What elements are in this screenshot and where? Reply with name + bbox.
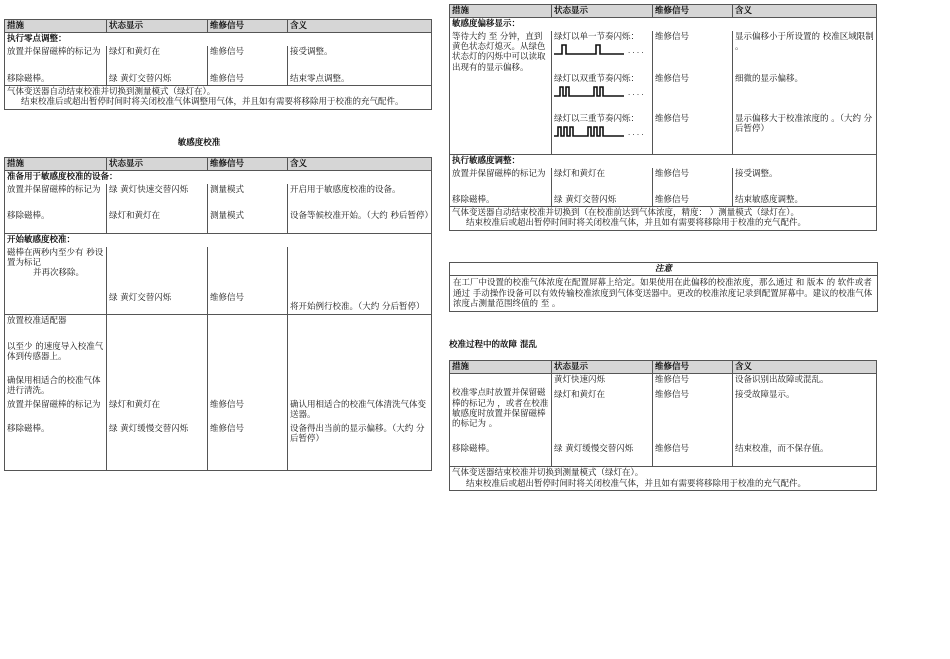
section-title: 执行零点调整： [5,33,432,46]
table-row: 移除磁棒。 绿 黄灯缓慢交替闪烁 维修信号 结束校准，而不保存值。 [450,443,877,467]
triple-flash-pattern-icon [554,125,650,137]
calibration-fault-table [449,360,877,491]
pattern-dots: . . . . [628,47,644,56]
table-header: 措施 状态显示 维修信号 含义 [5,158,432,171]
header-meaning: 含义 [288,20,432,33]
table-row: 放置并保留磁棒的标记为 绿 黄灯快速交替闪烁 测量模式 开启用于敏感度校准的设备。 [5,184,432,210]
table-row: 校准零点时放置并保留磁棒的标记为 ，或者在校准敏感度时放置并保留磁棒的标记为 。 黄灯快速闪烁 维修信号 设备识别出故障或混乱。 [450,374,877,389]
section-heading-sensitivity: 敏感度校准 [177,138,221,148]
notice-body: 在工厂中设置的校准气体浓度在配置屏幕上给定。如果使用在此偏移的校准浓度，那么通过 和 版本 的 软件或者通过 手动操作设备可以有效传输校准浓度到气体变送器中。更改的校准浓度记录到配置屏幕中。建议的校准气体浓度占测量范围终值的 至 。 [453,278,873,310]
header-signal: 维修信号 [208,20,288,33]
table-header: 措施 状态显示 维修信号 含义 [450,361,877,374]
pattern-dots: . . . . [628,129,644,138]
table-row: 绿灯以双重节奏闪烁： . . . . 维修信号 细微的显示偏移。 [450,73,877,113]
header-action: 措施 [5,20,107,33]
table-note: 气体变送器自动结束校准并切换到（在校准前达到气体浓度，精度： ）测量模式（绿灯在）。 结束校准后或超出暂停时间时将关闭校准气体，并且如有需要将移除用于校准的充气配件。 [450,206,877,230]
flash-triple: 绿灯以三重节奏闪烁： . . . . [552,113,653,155]
table-row: 绿灯以三重节奏闪烁： . . . . 维修信号 显示偏移大于校准浓度的 。（大约 分后暂停） [450,113,877,155]
sensitivity-calibration-table: 措施 状态显示 维修信号 含义 准备用于敏感度校准的设备： 放置并保留磁棒的标记为 绿 黄灯快速交替闪烁 测量模式 开启用于敏感度校准的设备。 移除磁棒。 绿灯和黄灯在 测量模式 设备等候校准开始。（大约 秒后暂停） 开始敏感度校准： 磁棒在两秒内至少有 秒设置为标记 并再次移除。 绿 黄灯交替闪烁 维修信号 将开始例行校准。（大约 分后暂停） 放置校准适配器 以至少 的速度导入校准气体到传感器上。 确保用相适合的校准气体进行清洗。 放置并保留磁棒的标记为 绿灯和黄灯在 维修信号 确认用相适合的校准气体清洗气体变送器。 移除磁棒。 绿 黄灯缓慢交替闪烁 维修信号 设备得出当前的显示偏移。（大约 分后暂停） [4,157,432,471]
table-row: 放置并保留磁棒的标记为 绿灯和黄灯在 维修信号 确认用相适合的校准气体清洗气体变送器。 [5,399,432,423]
sensitivity-offset-table: 措施 状态显示 维修信号 含义 敏感度偏移显示： 等待大约 至 分钟，直到黄色状态灯熄灭。从绿色状态灯的闪烁中可以读取出现有的显示偏移。 绿灯以单一节奏闪烁： . . . . 维修信号 显示偏移小于所设置的 校准区域限制 。 绿灯以双重节奏闪烁： . . . . 维修信号 细微的显示偏移。 绿灯以三重节奏闪烁： . . . . 维修信号 显示偏移大于校准浓度的 。（大约 分后暂停） 执行敏感度调整： 放置并保留磁棒的标记为 绿灯和黄灯在 维修信号 接受调整。 移除磁棒。 绿 黄灯交替闪烁 维修信号 结束敏感度调整。 气体变送器自动结束校准并切换到（在校准前达到气体浓度，精度： ）测量模式（绿灯在）。 结束校准后或超出暂停时间时将关闭校准气体，并且如有需要将移除用于校准的充气配件。 [449,4,877,231]
table-row: 移除磁棒。 绿 黄灯交替闪烁 维修信号 结束敏感度调整。 [450,194,877,207]
table-row: 移除磁棒。 绿灯和黄灯在 测量模式 设备等候校准开始。（大约 秒后暂停） [5,210,432,234]
zero-adjust-table [4,19,432,110]
table-row: 等待大约 至 分钟，直到黄色状态灯熄灭。从绿色状态灯的闪烁中可以读取出现有的显示偏移。 绿灯以单一节奏闪烁： . . . . 维修信号 显示偏移小于所设置的 校准区域限制 。 [450,31,877,73]
table-row: 放置并保留磁棒的标记为 绿灯和黄灯在 维修信号 接受调整。 [5,46,432,73]
table-note: 气体变送器结束校准并切换到测量模式（绿灯在）。 结束校准后或超出暂停时间时将关闭校准气体，并且如有需要将移除用于校准的充气配件。 [450,467,877,491]
flash-single: 绿灯以单一节奏闪烁： . . . . [552,31,653,73]
notice-title: 注意 [450,263,877,276]
table-row: 放置校准适配器 [5,315,432,339]
pattern-dots: . . . . [628,89,644,98]
notice-box [449,262,878,312]
double-flash-pattern-icon [554,85,650,97]
table-row: 放置并保留磁棒的标记为 绿灯和黄灯在 维修信号 接受调整。 [450,168,877,194]
table-row: 以至少 的速度导入校准气体到传感器上。 [5,339,432,375]
header-status: 状态显示 [107,20,208,33]
table-row: 磁棒在两秒内至少有 秒设置为标记 并再次移除。 绿 黄灯交替闪烁 维修信号 将开始例行校准。（大约 分后暂停） [5,247,432,315]
table-header [5,20,432,33]
table-row: 移除磁棒。 绿 黄灯交替闪烁 维修信号 结束零点调整。 [5,73,432,86]
flash-double: 绿灯以双重节奏闪烁： . . . . [552,73,653,113]
section-heading-fault: 校准过程中的故障 混乱 [449,340,537,350]
table-row: 确保用相适合的校准气体进行清洗。 [5,375,432,399]
single-flash-pattern-icon [554,43,650,55]
table-row: 绿灯和黄灯在 维修信号 接受故障显示。 [450,389,877,443]
table-header: 措施 状态显示 维修信号 含义 [450,5,877,18]
table-note: 气体变送器自动结束校准并切换到测量模式（绿灯在）。 结束校准后或超出暂停时间时将关闭校准气体调整用气体，并且如有需要将移除用于校准的充气配件。 [5,86,432,110]
table-row: 移除磁棒。 绿 黄灯缓慢交替闪烁 维修信号 设备得出当前的显示偏移。（大约 分后暂停） [5,423,432,471]
